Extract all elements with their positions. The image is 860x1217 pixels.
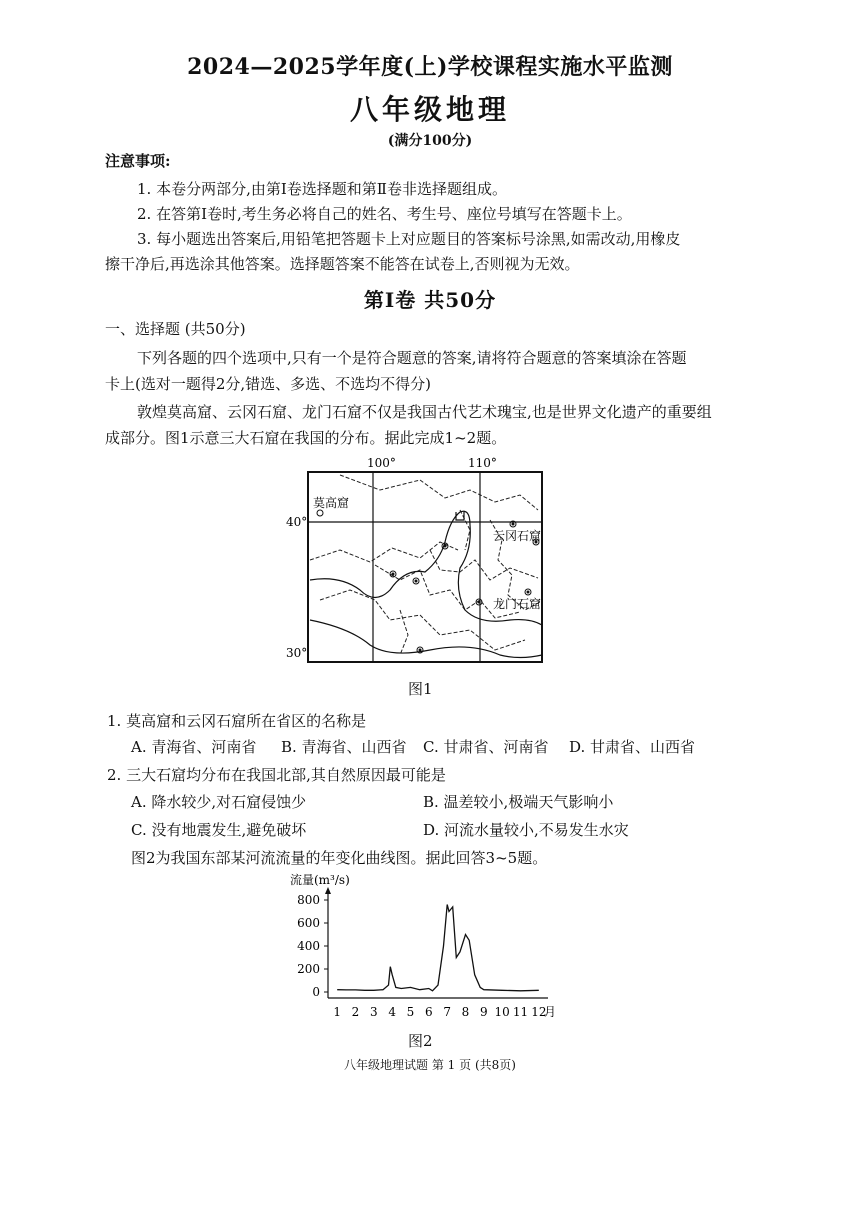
x-tick-label: 12 xyxy=(531,1005,547,1019)
y-ticks xyxy=(297,893,328,999)
x-tick-label: 11 xyxy=(512,1005,529,1019)
notice-item-3a: 3. 每小题选出答案后,用铅笔把答题卡上对应题目的答案标号涂黑,如需改动,用橡皮 xyxy=(137,230,681,248)
y-tick-label: 800 xyxy=(297,893,320,907)
x-tick-label: 3 xyxy=(370,1005,378,1019)
y-tick-label: 0 xyxy=(312,985,320,999)
figure-1-caption: 图1 xyxy=(408,680,433,698)
q1-option-b: B. 青海省、山西省 xyxy=(281,738,407,756)
passage-line-1: 敦煌莫高窟、云冈石窟、龙门石窟不仅是我国古代艺术瑰宝,也是世界文化遗产的重要组 xyxy=(137,403,712,421)
q1-option-a: A. 青海省、河南省 xyxy=(131,738,257,756)
q1-stem: 1. 莫高窟和云冈石窟所在省区的名称是 xyxy=(107,712,367,730)
notice-item-1: 1. 本卷分两部分,由第Ⅰ卷选择题和第Ⅱ卷非选择题组成。 xyxy=(137,180,507,198)
q2-stem: 2. 三大石窟均分布在我国北部,其自然原因最可能是 xyxy=(107,766,446,784)
notice-item-3b: 擦干净后,再选涂其他答案。选择题答案不能答在试卷上,否则视为无效。 xyxy=(105,255,580,273)
x-tick-label: 10 xyxy=(494,1005,510,1019)
flow-chart xyxy=(280,870,570,1030)
full-score: (满分100分) xyxy=(387,133,473,149)
notice-item-2: 2. 在答第Ⅰ卷时,考生务必将自己的姓名、考生号、座位号填写在答题卡上。 xyxy=(137,205,632,223)
map-figure xyxy=(280,450,570,670)
label-yungang: 云冈石窟 xyxy=(493,529,542,543)
y-axis-arrow xyxy=(325,887,331,894)
chart-ylabel: 流量(m³/s) xyxy=(290,873,350,887)
chart-xlabel: 月 xyxy=(544,1005,557,1019)
y-tick-label: 600 xyxy=(297,916,320,930)
x-tick-label: 4 xyxy=(388,1005,396,1019)
notice-heading: 注意事项: xyxy=(105,152,171,170)
x-tick-label: 7 xyxy=(443,1005,451,1019)
q2-option-d: D. 河流水量较小,不易发生水灾 xyxy=(423,821,629,839)
lon-label-100: 100° xyxy=(367,456,396,470)
part-heading: 一、选择题 (共50分) xyxy=(105,320,246,338)
q1-option-d: D. 甘肃省、山西省 xyxy=(569,738,696,756)
x-tick-label: 5 xyxy=(406,1005,415,1019)
section-title: 第Ⅰ卷 共50分 xyxy=(363,288,497,312)
y-tick-label: 200 xyxy=(297,962,320,976)
page-footer: 八年级地理试题 第 1 页 (共8页) xyxy=(344,1058,516,1072)
figure-2-caption: 图2 xyxy=(408,1032,433,1050)
flow-series-line xyxy=(337,905,539,991)
x-ticks xyxy=(333,1005,546,1019)
intro-line-2: 卡上(选对一题得2分,错选、多选、不选均不得分) xyxy=(105,375,432,393)
figure-2-intro: 图2为我国东部某河流流量的年变化曲线图。据此回答3~5题。 xyxy=(131,849,548,867)
lat-label-40: 40° xyxy=(286,515,308,529)
q2-option-b: B. 温差较小,极端天气影响小 xyxy=(423,793,614,811)
passage-line-2: 成部分。图1示意三大石窟在我国的分布。据此完成1~2题。 xyxy=(105,429,507,447)
label-longmen: 龙门石窟 xyxy=(493,597,542,611)
x-tick-label: 8 xyxy=(461,1005,470,1019)
exam-title: 2024—2025学年度(上)学校课程实施水平监测 xyxy=(187,54,673,80)
x-tick-label: 2 xyxy=(351,1005,360,1019)
y-tick-label: 400 xyxy=(297,939,320,953)
label-mogao: 莫高窟 xyxy=(313,496,350,510)
x-tick-label: 1 xyxy=(333,1005,341,1019)
q1-option-c: C. 甘肃省、河南省 xyxy=(423,738,549,756)
intro-line-1: 下列各题的四个选项中,只有一个是符合题意的答案,请将符合题意的答案填涂在答题 xyxy=(137,349,687,367)
x-tick-label: 6 xyxy=(425,1005,433,1019)
lat-label-30: 30° xyxy=(286,646,308,660)
x-tick-label: 9 xyxy=(480,1005,488,1019)
q2-option-c: C. 没有地震发生,避免破坏 xyxy=(131,821,307,839)
subject-title: 八年级地理 xyxy=(349,93,510,126)
q2-option-a: A. 降水较少,对石窟侵蚀少 xyxy=(131,793,307,811)
lon-label-110: 110° xyxy=(468,456,497,470)
